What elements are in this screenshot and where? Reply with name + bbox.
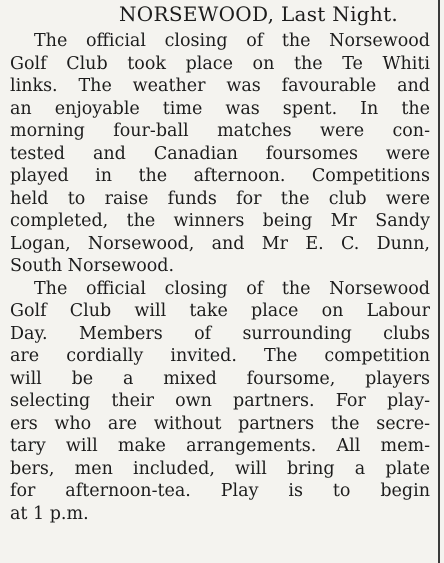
paragraph-1 bbox=[10, 30, 430, 278]
article-body bbox=[10, 30, 430, 525]
text-line: selecting their own partners. For play- bbox=[10, 391, 430, 411]
column-rule bbox=[438, 0, 440, 563]
text-line: bers, men included, will bring a plate bbox=[10, 458, 430, 479]
text-line: South Norsewood. bbox=[10, 256, 175, 276]
text-line: ers who are without partners the secre- bbox=[10, 413, 430, 434]
text-line: The official closing of the Norsewood bbox=[34, 278, 430, 299]
text-line: morning four-ball matches were con- bbox=[10, 121, 430, 141]
text-line: Logan, Norsewood, and Mr E. C. Dunn, bbox=[10, 233, 430, 254]
dateline: NORSEWOOD, Last Night. bbox=[119, 2, 399, 26]
text-line: at 1 p.m. bbox=[10, 503, 89, 524]
text-line: The official closing of the Norsewood bbox=[34, 31, 430, 51]
text-line: tary will make arrangements. All mem- bbox=[10, 436, 430, 456]
text-line: held to raise funds for the club were bbox=[10, 188, 430, 209]
paragraph-2 bbox=[10, 278, 430, 526]
text-line: will be a mixed foursome, players bbox=[10, 368, 430, 389]
text-line: Golf Club will take place on Labour bbox=[10, 301, 430, 321]
text-line: played in the afternoon. Competitions bbox=[10, 166, 430, 186]
text-line: are cordially invited. The competition bbox=[10, 346, 430, 366]
text-line: links. The weather was favourable and bbox=[10, 76, 430, 96]
text-line: Day. Members of surrounding clubs bbox=[10, 323, 430, 344]
text-line: Golf Club took place on the Te Whiti bbox=[10, 53, 430, 74]
text-line: an enjoyable time was spent. In the bbox=[10, 98, 430, 119]
text-line: completed, the winners being Mr Sandy bbox=[10, 211, 430, 231]
text-line: tested and Canadian foursomes were bbox=[10, 143, 430, 164]
text-line: for afternoon-tea. Play is to begin bbox=[10, 481, 430, 501]
